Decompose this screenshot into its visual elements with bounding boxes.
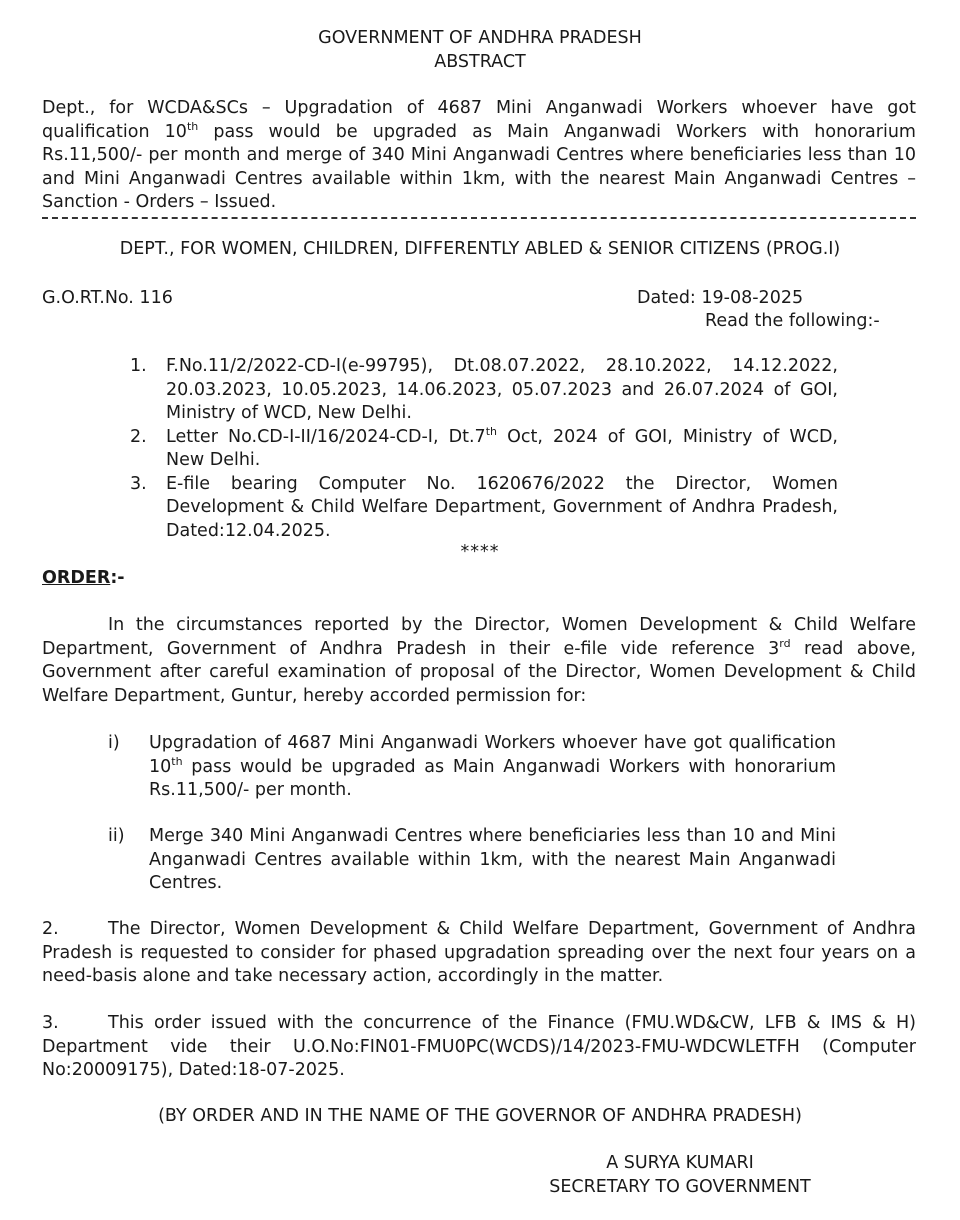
- signature-block: [530, 1152, 830, 1199]
- by-order-line: (BY ORDER AND IN THE NAME OF THE GOVERNOR OF ANDHRA PRADESH): [158, 1106, 802, 1126]
- reference-text: [166, 426, 838, 473]
- order-heading-suffix: :-: [110, 568, 125, 588]
- reference-text-part1: Letter No.CD-I-II/16/2024-CD-I, Dt.7: [166, 426, 486, 447]
- dashed-divider: [42, 217, 916, 219]
- separator-stars: ****: [460, 542, 500, 562]
- reference-text: F.No.11/2/2022-CD-I(e-99795), Dt.08.07.2022, 28.10.2022, 14.12.2022, 20.03.2023, 10.05.2023, 14.06.2023, 05.07.2023 and 26.07.2024 of GOI, Ministry of WCD, New Delhi.: [166, 356, 838, 423]
- reference-number: 2.: [130, 426, 147, 447]
- reference-item: [130, 426, 838, 473]
- reference-item: [130, 473, 838, 544]
- order-paragraph-1: [42, 614, 916, 708]
- paragraph-text-part2: read above, Government after careful examination of proposal of the Director, Women Development & Child Welfare Department, Guntur, hereby accorded permission for:: [42, 638, 916, 706]
- permission-item-number: ii): [108, 826, 125, 846]
- permission-item-text: Merge 340 Mini Anganwadi Centres where beneficiaries less than 10 and Mini Anganwadi Centres available within 1km, with the nearest Main Anganwadi Centres.: [149, 826, 836, 893]
- permission-item-2: [108, 825, 836, 896]
- reference-text: E-file bearing Computer No. 1620676/2022 the Director, Women Development & Child Welfare Department, Government of Andhra Pradesh, Dated:12.04.2025.: [166, 473, 838, 541]
- government-heading: GOVERNMENT OF ANDHRA PRADESH: [318, 28, 642, 48]
- read-following-label: Read the following:-: [705, 311, 880, 331]
- order-heading-label: ORDER: [42, 568, 111, 588]
- permission-item-number: i): [108, 733, 120, 753]
- signatory-designation: SECRETARY TO GOVERNMENT: [549, 1176, 811, 1197]
- reference-number: 1.: [130, 356, 147, 376]
- go-number: G.O.RT.No. 116: [42, 288, 173, 308]
- paragraph-text: The Director, Women Development & Child Welfare Department, Government of Andhra Pradesh is requested to consider for phased upgradation spreading over the next four years on a need-basis alone and take necessary action, accordingly in the matter.: [42, 919, 916, 986]
- reference-number: 3.: [130, 473, 147, 494]
- signatory-name: A SURYA KUMARI: [606, 1153, 754, 1173]
- paragraph-number: 2.: [42, 919, 59, 939]
- abstract-label: ABSTRACT: [434, 52, 526, 72]
- order-heading: [42, 567, 125, 591]
- permission-item: [108, 825, 836, 896]
- abstract-text-part2: pass would be upgraded as Main Anganwadi Workers with honorarium Rs.11,500/- per month and merge of 340 Mini Anganwadi Centres where beneficiaries less than 10 and Mini Anganwadi Centres available within 1km, with the nearest Main Anganwadi Centres – Sanction - Orders – Issued.: [42, 121, 916, 212]
- paragraph-text-sup: rd: [779, 636, 791, 650]
- permission-text-sup: th: [171, 754, 183, 768]
- paragraph-text: This order issued with the concurrence of the Finance (FMU.WD&CW, LFB & IMS & H) Department vide their U.O.No:FIN01-FMU0PC(WCDS)/14/2023-FMU-WDCWLETFH (Computer No:20009175), Dated:18-07-2025.: [42, 1013, 916, 1080]
- paragraph-number: 3.: [42, 1013, 59, 1033]
- permission-text-part1: Upgradation of 4687 Mini Anganwadi Workers whoever have got qualification 10: [149, 733, 836, 777]
- order-paragraph-3: [42, 1012, 916, 1083]
- reference-text-part2: Oct, 2024 of GOI, Ministry of WCD, New Delhi.: [166, 426, 838, 470]
- abstract-text-sup: th: [186, 119, 199, 133]
- permission-item-1: [108, 732, 836, 803]
- department-line: DEPT., FOR WOMEN, CHILDREN, DIFFERENTLY ABLED & SENIOR CITIZENS (PROG.I): [119, 239, 841, 259]
- reference-item: [130, 355, 838, 426]
- permission-text-part2: pass would be upgraded as Main Anganwadi Workers with honorarium Rs.11,500/- per month.: [149, 756, 836, 800]
- order-date: Dated: 19-08-2025: [637, 288, 804, 308]
- reference-list: [130, 355, 838, 543]
- abstract-text: [42, 97, 916, 215]
- reference-text-sup: th: [485, 424, 497, 438]
- order-paragraph-2: [42, 918, 916, 989]
- abstract-text-part1: Dept., for WCDA&SCs – Upgradation of 4687 Mini Anganwadi Workers whoever have got qualification 10: [42, 98, 916, 142]
- paragraph-text-part1: In the circumstances reported by the Director, Women Development & Child Welfare Department, Government of Andhra Pradesh in their e-file vide reference 3: [42, 615, 916, 659]
- permission-item-text: [149, 732, 836, 803]
- permission-item: [108, 732, 836, 803]
